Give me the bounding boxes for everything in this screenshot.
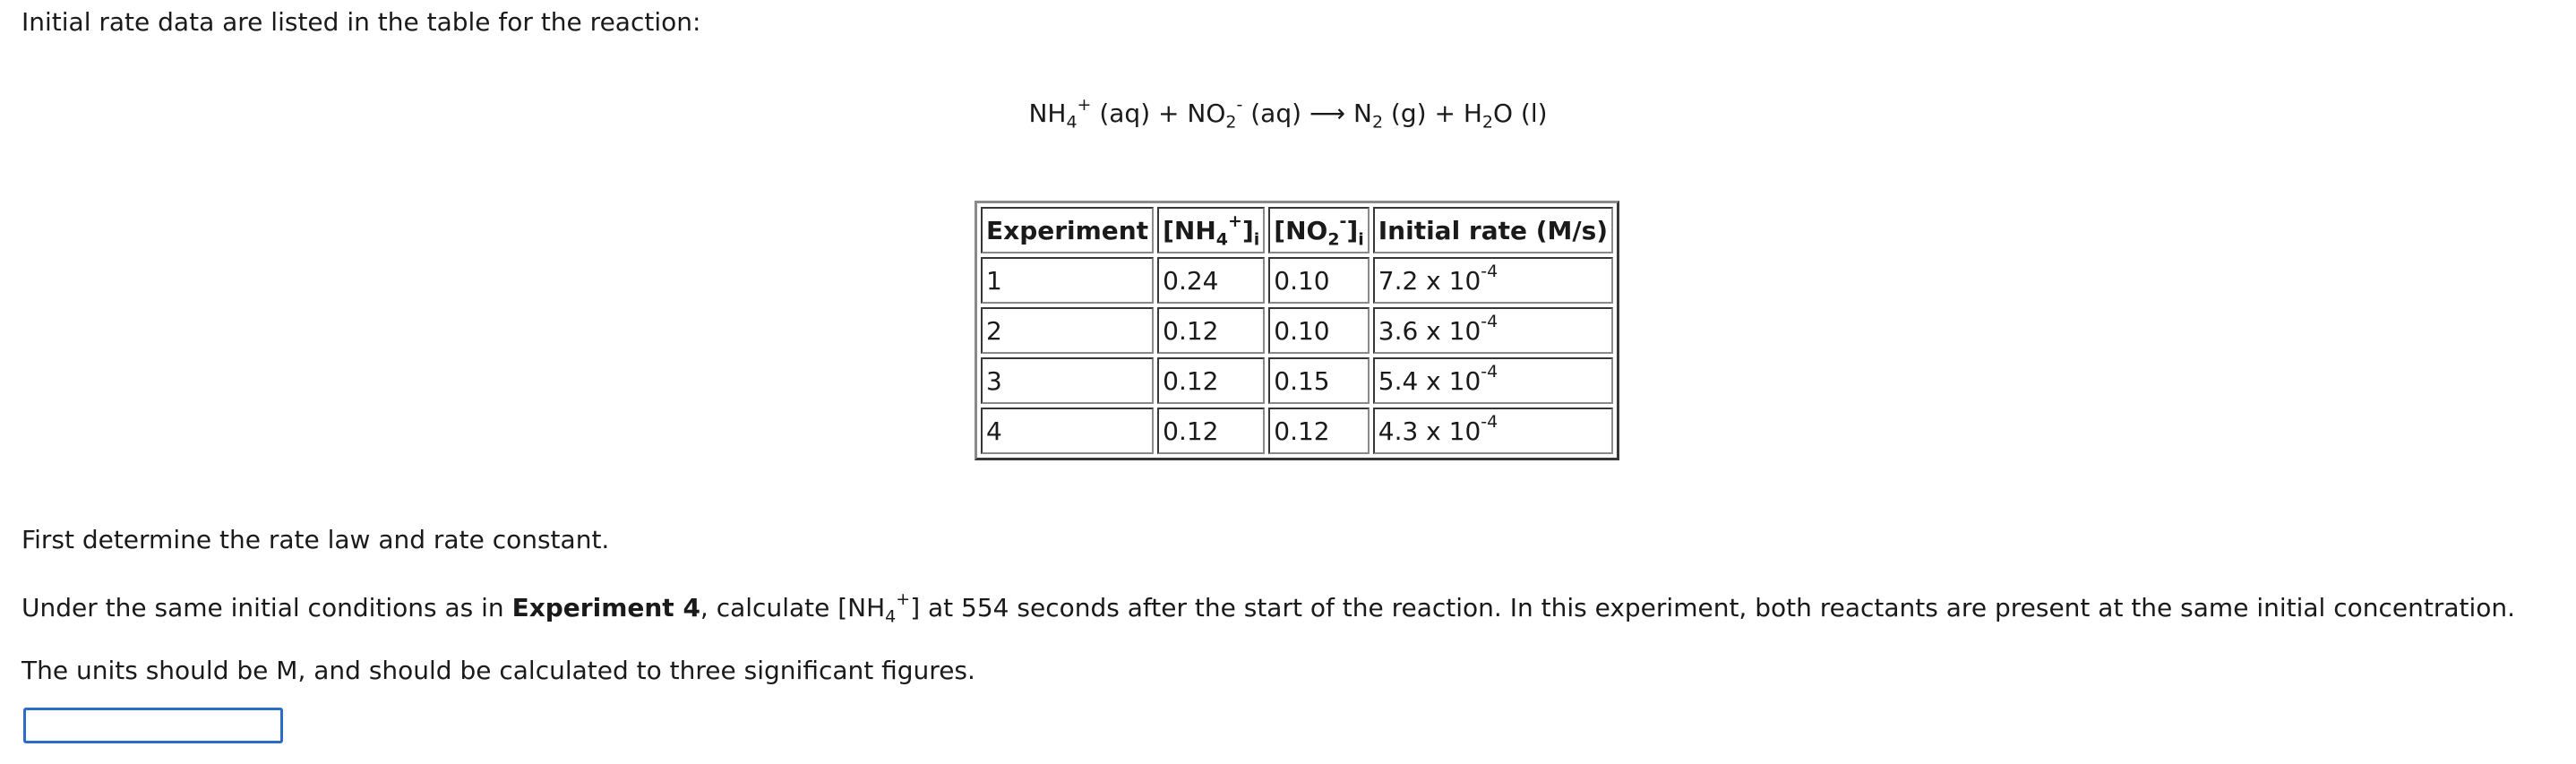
question-sub: 4 (885, 606, 897, 627)
table-header-row (981, 207, 1613, 253)
header-no2 (1268, 207, 1369, 253)
eq-r2-state: (aq) (1242, 99, 1309, 128)
eq-p2-tail: O (l) (1492, 99, 1548, 128)
eq-p1-state: (g) + (1383, 99, 1464, 128)
header-no2-sub: 2 (1327, 229, 1340, 250)
header-nh4-open: [NH (1163, 215, 1216, 245)
first-determine-text: First determine the rate law and rate constant. (21, 525, 610, 554)
cell-nh4: 0.24 (1157, 257, 1265, 304)
eq-p2: H (1463, 99, 1482, 128)
header-nh4-sup: + (1228, 211, 1242, 232)
eq-r2-sub: 2 (1225, 112, 1237, 133)
table-row (981, 257, 1613, 304)
cell-rate (1373, 408, 1613, 454)
cell-experiment: 2 (981, 307, 1154, 354)
eq-p1: N (1345, 99, 1372, 128)
reaction-equation (0, 94, 2576, 133)
cell-nh4: 0.12 (1157, 408, 1265, 454)
header-initial-rate: Initial rate (M/s) (1373, 207, 1613, 253)
eq-arrow: ⟶ (1309, 99, 1346, 128)
eq-p1-sub: 2 (1371, 112, 1384, 133)
rate-exponent: -4 (1481, 262, 1498, 282)
question-bold: Experiment 4 (511, 593, 700, 622)
eq-r1: NH (1028, 99, 1067, 128)
header-no2-sup: - (1339, 211, 1347, 232)
cell-rate (1373, 257, 1613, 304)
cell-no2: 0.15 (1268, 357, 1369, 404)
cell-rate (1373, 357, 1613, 404)
header-no2-i: i (1358, 229, 1364, 250)
cell-experiment: 1 (981, 257, 1154, 304)
intro-text: Initial rate data are listed in the table for the reaction: (21, 7, 701, 37)
rate-exponent: -4 (1481, 412, 1498, 433)
answer-input[interactable] (23, 708, 283, 743)
question-text (21, 588, 2516, 627)
table-row (981, 307, 1613, 354)
header-nh4-sub: 4 (1215, 229, 1229, 250)
rate-data-table (975, 201, 1619, 460)
header-no2-close: ] (1346, 215, 1359, 245)
eq-r2-sup: - (1236, 94, 1243, 115)
cell-experiment: 3 (981, 357, 1154, 404)
cell-rate (1373, 307, 1613, 354)
question-sup: + (896, 588, 911, 609)
header-nh4 (1157, 207, 1265, 253)
table-row (981, 408, 1613, 454)
eq-r1-sub: 4 (1066, 112, 1078, 133)
cell-nh4: 0.12 (1157, 357, 1265, 404)
eq-r2: NO (1187, 99, 1226, 128)
rate-exponent: -4 (1481, 362, 1498, 382)
cell-nh4: 0.12 (1157, 307, 1265, 354)
question-pre: Under the same initial conditions as in (21, 593, 512, 622)
units-note: The units should be M, and should be calculated to three significant figures. (21, 656, 975, 685)
table-row (981, 357, 1613, 404)
rate-mantissa: 7.2 x 10 (1378, 265, 1481, 296)
cell-experiment: 4 (981, 408, 1154, 454)
question-mid: , calculate [NH (700, 593, 886, 622)
rate-mantissa: 5.4 x 10 (1378, 365, 1481, 396)
rate-mantissa: 3.6 x 10 (1378, 315, 1481, 346)
question-post: ] at 554 seconds after the start of the reaction. In this experiment, both reactants are present at the same initial concentration. (910, 593, 2516, 622)
cell-no2: 0.10 (1268, 307, 1369, 354)
header-experiment: Experiment (981, 207, 1154, 253)
header-nh4-i: i (1253, 229, 1260, 250)
eq-r1-state: (aq) + (1091, 99, 1188, 128)
eq-r1-sup: + (1077, 94, 1092, 115)
cell-no2: 0.10 (1268, 257, 1369, 304)
header-nh4-close: ] (1241, 215, 1254, 245)
rate-exponent: -4 (1481, 312, 1498, 332)
cell-no2: 0.12 (1268, 408, 1369, 454)
eq-p2-sub: 2 (1481, 112, 1493, 133)
header-no2-open: [NO (1274, 215, 1328, 245)
rate-mantissa: 4.3 x 10 (1378, 416, 1481, 446)
rate-data-table-wrapper (975, 201, 1619, 460)
